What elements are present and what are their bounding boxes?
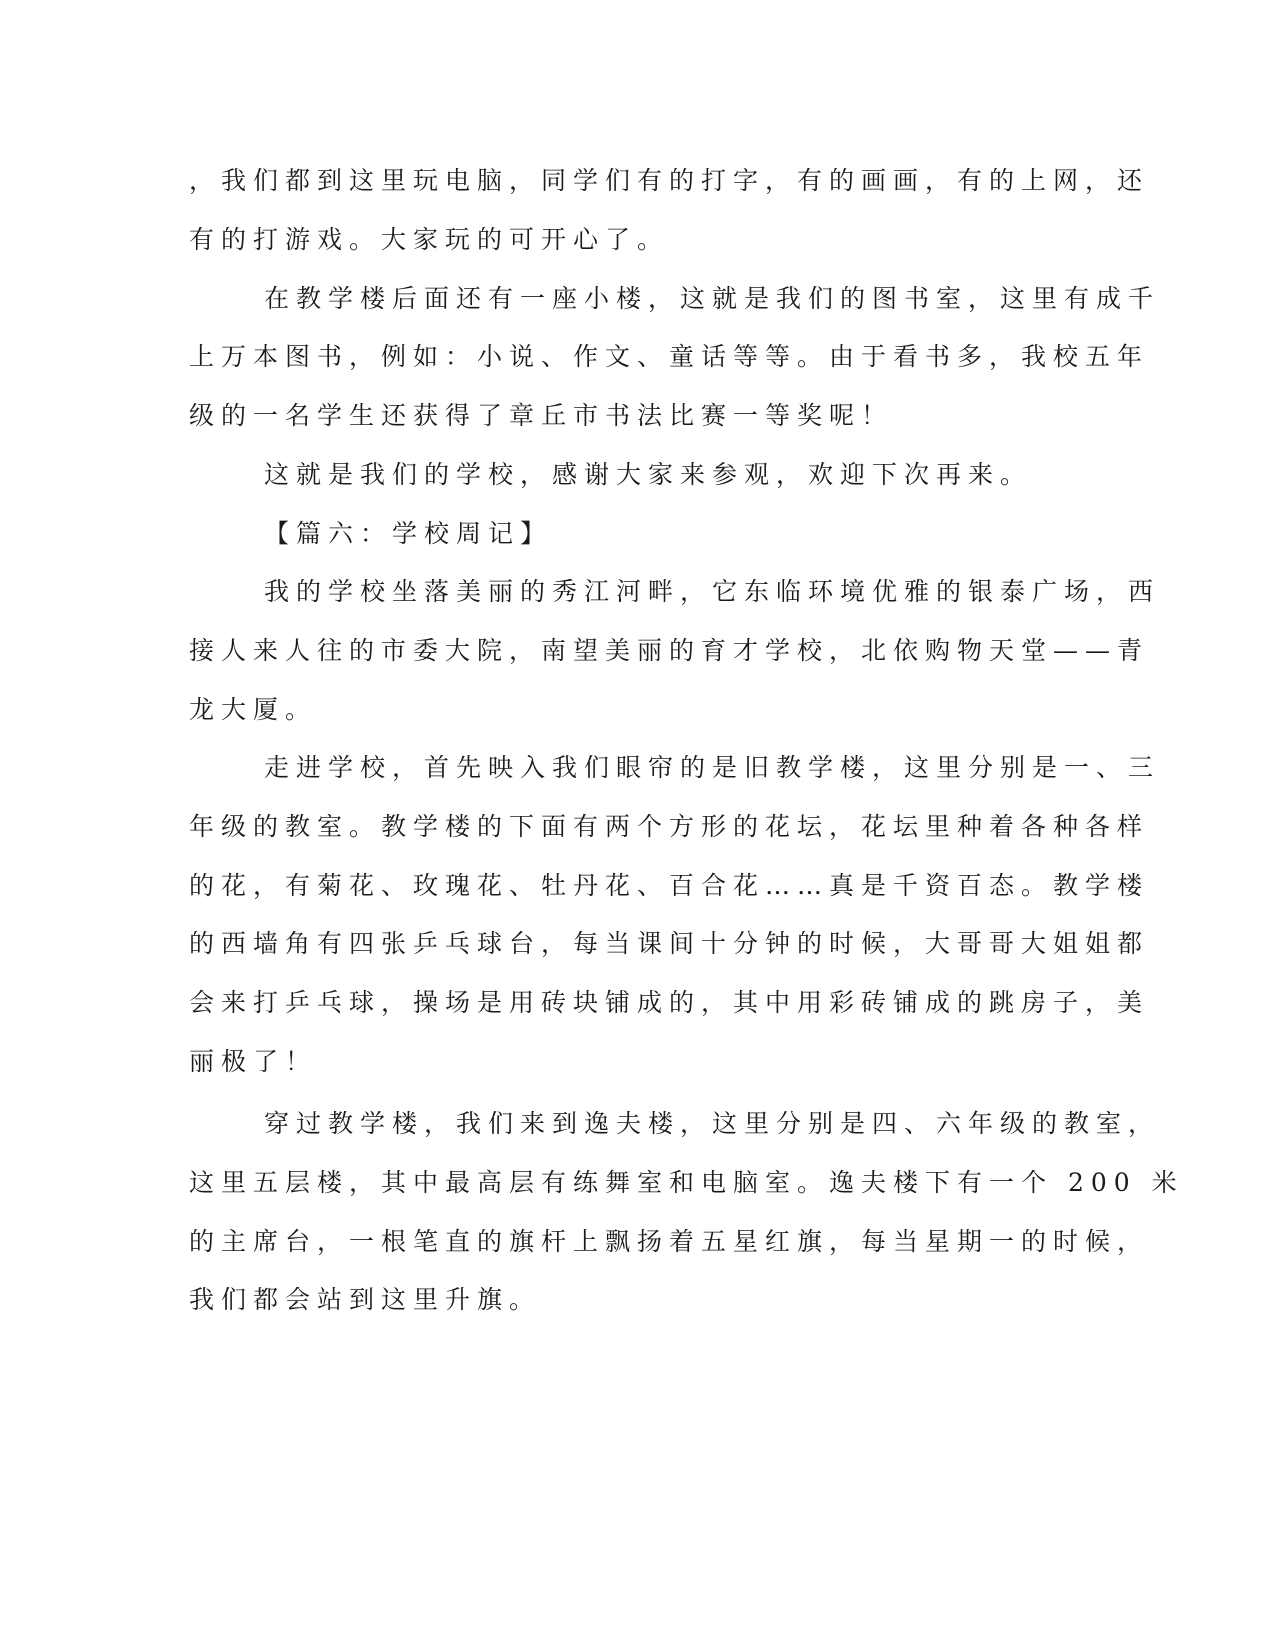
text-line: 龙大厦。	[189, 695, 318, 724]
text-line: 的西墙角有四张乒乓球台，每当课间十分钟的时候，大哥哥大姐姐都	[189, 929, 1150, 958]
text-line: 会来打乒乓球，操场是用砖块铺成的，其中用彩砖铺成的跳房子，美	[189, 988, 1150, 1017]
paragraph-start: 走进学校，首先映入我们眼帘的是旧教学楼，这里分别是一、三	[264, 753, 1161, 782]
paragraph-start: 这就是我们的学校，感谢大家来参观，欢迎下次再来。	[264, 460, 1033, 489]
text-line: 这里五层楼，其中最高层有练舞室和电脑室。逸夫楼下有一个 200 米	[189, 1168, 1184, 1197]
text-line: 年级的教室。教学楼的下面有两个方形的花坛，花坛里种着各种各样	[189, 812, 1150, 841]
paragraph-start: 穿过教学楼，我们来到逸夫楼，这里分别是四、六年级的教室，	[264, 1109, 1161, 1138]
text-line: 有的打游戏。大家玩的可开心了。	[189, 225, 670, 254]
text-line: 的花，有菊花、玫瑰花、牡丹花、百合花……真是千资百态。教学楼	[189, 871, 1150, 900]
text-line: 级的一名学生还获得了章丘市书法比赛一等奖呢！	[189, 401, 894, 430]
text-line: 丽极了！	[189, 1047, 318, 1076]
text-line: ，我们都到这里玩电脑，同学们有的打字，有的画画，有的上网，还	[189, 166, 1150, 195]
section-heading: 【篇六：学校周记】	[264, 519, 553, 548]
paragraph-start: 我的学校坐落美丽的秀江河畔，它东临环境优雅的银泰广场，西	[264, 577, 1161, 606]
text-line: 的主席台，一根笔直的旗杆上飘扬着五星红旗，每当星期一的时候，	[189, 1227, 1150, 1256]
text-line: 我们都会站到这里升旗。	[189, 1285, 542, 1314]
paragraph-start: 在教学楼后面还有一座小楼，这就是我们的图书室，这里有成千	[264, 284, 1161, 313]
text-line: 上万本图书，例如：小说、作文、童话等等。由于看书多，我校五年	[189, 342, 1150, 371]
text-line: 接人来人往的市委大院，南望美丽的育才学校，北依购物天堂——青	[189, 636, 1150, 665]
